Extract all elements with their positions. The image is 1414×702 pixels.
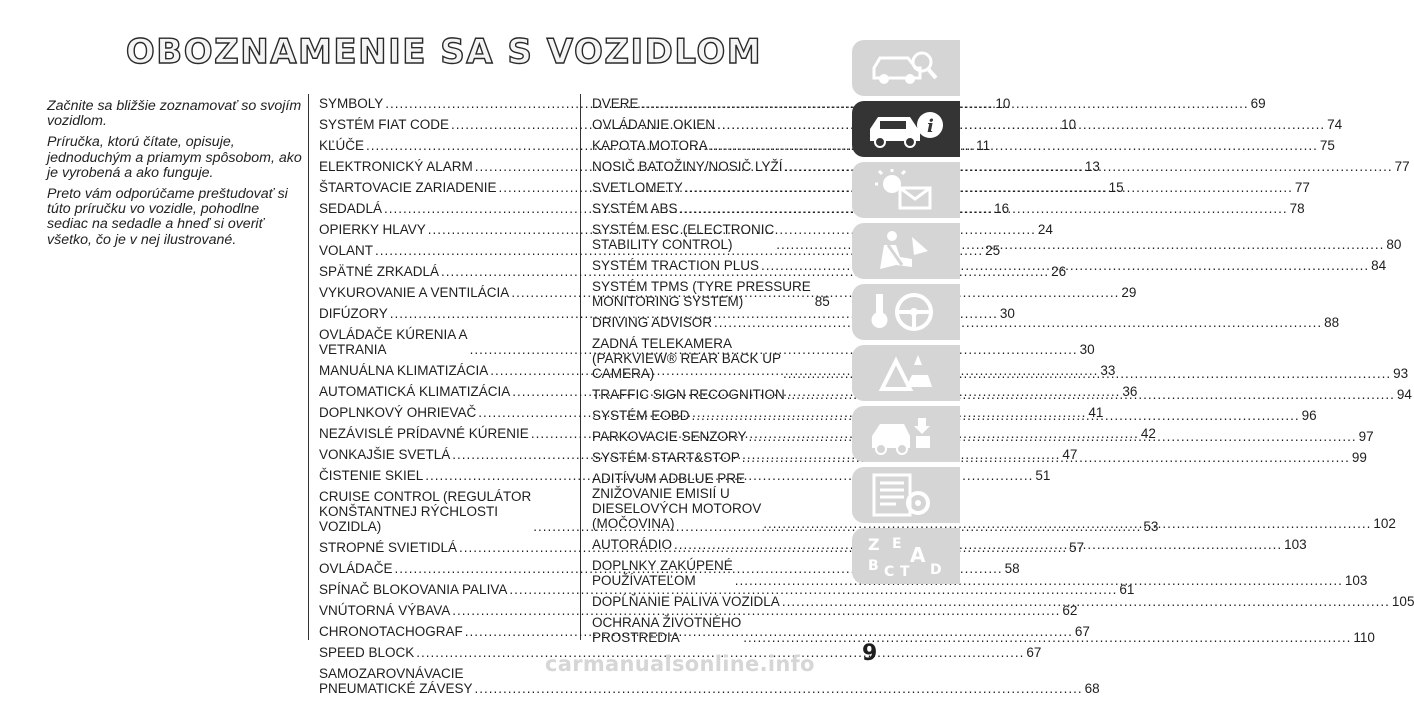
- toc-entry-title: SPÍNAČ BLOKOVANIA PALIVA: [319, 582, 508, 597]
- toc-entry-page: 47: [1062, 447, 1078, 462]
- toc-entry-page: 29: [1121, 285, 1137, 300]
- svg-text:T: T: [900, 564, 910, 580]
- toc-entry-page: 26: [1051, 264, 1067, 279]
- tab-car-info[interactable]: [852, 101, 960, 157]
- chapter-tabs: [852, 40, 960, 589]
- toc-entry-title: NOSIČ BATOŽINY/NOSIČ LYŽÍ: [592, 159, 783, 174]
- toc-entry-page: 97: [1358, 429, 1374, 444]
- toc-entry-page: 16: [994, 201, 1010, 216]
- toc-entry-page: 67: [1026, 645, 1042, 660]
- tab-technical-data[interactable]: [852, 467, 960, 523]
- toc-leader-dots: [735, 573, 1343, 588]
- toc-entry-page: 30: [999, 306, 1015, 321]
- toc-entry-page: 93: [1393, 366, 1409, 381]
- tab-maintenance[interactable]: [852, 406, 960, 462]
- toc-entry-page: 102: [1373, 516, 1396, 531]
- toc-leader-dots: [475, 681, 1083, 696]
- toc-leader-dots: [680, 201, 1288, 216]
- toc-entry[interactable]: [319, 666, 1100, 696]
- toc-entry-page: 67: [1074, 624, 1090, 639]
- toc-entry-page: 57: [1069, 540, 1085, 555]
- toc-leader-dots: [710, 138, 1318, 153]
- toc-entry-title: TRAFFIC SIGN RECOGNITION: [592, 387, 785, 402]
- tab-safety[interactable]: [852, 223, 960, 279]
- toc-entry-page: 99: [1351, 450, 1367, 465]
- toc-entry-page: 96: [1301, 408, 1317, 423]
- warning-light-message-icon: [866, 168, 946, 212]
- toc-leader-dots: [743, 630, 1351, 645]
- toc-entry-title: VYKUROVANIE A VENTILÁCIA: [319, 285, 510, 300]
- technical-data-icon: [866, 473, 946, 517]
- svg-text:Z: Z: [868, 535, 880, 554]
- toc-entry-title: SYSTÉM EOBD: [592, 408, 690, 423]
- toc-leader-dots: [749, 429, 1357, 444]
- toc-entry-page: 10: [995, 96, 1011, 111]
- toc-leader-dots: [714, 315, 1322, 330]
- page-number: 9: [862, 641, 878, 666]
- toc-entry-page: 61: [1119, 582, 1135, 597]
- toc-entry-page: 75: [1319, 138, 1335, 153]
- toc-entry-title: ELEKTRONICKÝ ALARM: [319, 159, 473, 174]
- toc-entry-title: SYMBOLY: [319, 96, 384, 111]
- watermark-text: carmanualsonline.info: [545, 652, 815, 676]
- emergency-triangle-icon: [866, 351, 946, 395]
- toc-entry-title: SEDADLÁ: [319, 201, 383, 216]
- page-title: OBOZNAMENIE SA S VOZIDLOM: [125, 32, 763, 72]
- tab-car-search[interactable]: [852, 40, 960, 96]
- toc-entry[interactable]: [592, 315, 1340, 330]
- toc-entry-page: 33: [1100, 363, 1116, 378]
- toc-entry-title: CRUISE CONTROL (REGULÁTOR KONŠTANTNEJ RÝCHLOSTI VOZIDLA): [319, 489, 532, 534]
- toc-entry[interactable]: [319, 468, 1051, 483]
- intro-text: [47, 99, 302, 254]
- toc-entry-title: OCHRANA ŽIVOTNÉHO PROSTREDIA: [592, 615, 742, 645]
- toc-entry-title: SAMOZAROVNÁVACIE PNEUMATICKÉ ZÁVESY: [319, 666, 473, 696]
- toc-entry-title: SYSTÉM ABS: [592, 201, 678, 216]
- intro-paragraph: Príručka, ktorú čítate, opisuje, jednoduchým a priamym spôsobom, ako je vyrobená a ako funguje.: [47, 134, 302, 181]
- toc-entry[interactable]: [319, 603, 1078, 618]
- toc-entry-title: DVERE: [592, 96, 639, 111]
- toc-entry-page: 103: [1284, 537, 1307, 552]
- toc-entry-page: 62: [1062, 603, 1078, 618]
- toc-leader-dots: [685, 180, 1293, 195]
- toc-entry[interactable]: [319, 306, 1015, 321]
- toc-entry[interactable]: [319, 582, 1135, 597]
- toc-entry-title: DOPĹŇANIE PALIVA VOZIDLA: [592, 594, 780, 609]
- toc-leader-dots: [692, 408, 1300, 423]
- alphabetical-index-icon: [866, 534, 946, 578]
- toc-entry-page: 85: [814, 294, 830, 309]
- toc-entry-page: 51: [1035, 468, 1051, 483]
- toc-entry-page: 103: [1344, 573, 1368, 588]
- toc-entry-page: 11: [976, 138, 991, 153]
- toc-entry-page: 94: [1396, 387, 1412, 402]
- svg-text:E: E: [892, 536, 902, 552]
- car-info-icon: [866, 107, 946, 151]
- intro-paragraph: Začnite sa bližšie zoznamovať so svojím vozidlom.: [47, 98, 302, 130]
- toc-entry-title: OPIERKY HLAVY: [319, 222, 426, 237]
- toc-entry-page: 110: [1353, 630, 1375, 645]
- toc-entry-title: SYSTÉM START&STOP: [592, 450, 740, 465]
- toc-entry-title: PARKOVACIE SENZORY: [592, 429, 747, 444]
- toc-entry[interactable]: [592, 594, 1414, 609]
- toc-entry-page: 77: [1294, 180, 1310, 195]
- toc-entry-page: 24: [1037, 222, 1053, 237]
- toc-entry-page: 41: [1088, 405, 1104, 420]
- toc-entry-title: ADITÍVUM ADBLUE PRE ZNIŽOVANIE EMISIÍ U DIESELOVÝCH MOTOROV (MOČOVINA): [592, 471, 762, 531]
- toc-entry-title: AUTOMATICKÁ KLIMATIZÁCIA: [319, 384, 511, 399]
- toc-entry-title: SPEED BLOCK: [319, 645, 415, 660]
- tab-starting-driving[interactable]: [852, 284, 960, 340]
- toc-entry-page: 13: [1084, 159, 1100, 174]
- toc-entry-title: VOLANT: [319, 243, 374, 258]
- toc-leader-dots: [742, 450, 1350, 465]
- toc-entry-title: OVLÁDANIE OKIEN: [592, 117, 716, 132]
- toc-entry-title: DOPLNKY ZAKÚPENÉ POUŽÍVATEĽOM: [592, 558, 733, 588]
- column-divider: [308, 94, 309, 640]
- toc-entry-title: SVETLOMETY: [592, 180, 683, 195]
- intro-paragraph: Preto vám odporúčame preštudovať si túto príručku vo vozidle, pohodlne sediac na sedadle a hneď si overiť všetko, čo je v nej ilustrované.: [47, 186, 288, 248]
- toc-entry-title: SYSTÉM FIAT CODE: [319, 117, 450, 132]
- toc-entry[interactable]: [319, 243, 1001, 258]
- toc-entry-title: MANUÁLNA KLIMATIZÁCIA: [319, 363, 489, 378]
- svg-text:B: B: [868, 558, 879, 574]
- toc-entry-page: 25: [985, 243, 1001, 258]
- toc-entry-page: 30: [1079, 342, 1095, 357]
- car-search-icon: [866, 46, 946, 90]
- starting-driving-icon: [866, 290, 946, 334]
- toc-entry-title: VNÚTORNÁ VÝBAVA: [319, 603, 451, 618]
- toc-entry-page: 68: [1084, 681, 1100, 696]
- tab-alphabetical-index[interactable]: [852, 528, 960, 584]
- svg-text:D: D: [930, 562, 942, 578]
- toc-entry-title: OVLÁDAČE KÚRENIA A VETRANIA: [319, 327, 468, 357]
- toc-entry-title: NEZÁVISLÉ PRÍDAVNÉ KÚRENIE: [319, 426, 529, 441]
- toc-entry-title: ČISTENIE SKIEL: [319, 468, 424, 483]
- toc-entry[interactable]: [319, 327, 1095, 357]
- toc-entry-title: KĽÚČE: [319, 138, 365, 153]
- svg-text:i: i: [927, 116, 934, 137]
- toc-entry-title: SYSTÉM TPMS (TYRE PRESSURE MONITORING SYSTEM): [592, 279, 811, 309]
- maintenance-car-icon: [866, 412, 946, 456]
- toc-entry-title: SPÄTNÉ ZRKADLÁ: [319, 264, 440, 279]
- svg-text:A: A: [910, 543, 926, 567]
- toc-entry-page: 42: [1140, 426, 1156, 441]
- toc-entry-title: SYSTÉM ESC (ELECTRONIC STABILITY CONTROL): [592, 222, 775, 252]
- toc-leader-dots: [717, 117, 1325, 132]
- toc-entry-page: 105: [1391, 594, 1414, 609]
- toc-entry-title: SYSTÉM TRACTION PLUS: [592, 258, 760, 273]
- toc-entry-title: DIFÚZORY: [319, 306, 388, 321]
- toc-entry-title: DRIVING ADVISOR: [592, 315, 713, 330]
- tab-warning-lights[interactable]: [852, 162, 960, 218]
- toc-entry-title: DOPLNKOVÝ OHRIEVAČ: [319, 405, 477, 420]
- toc-leader-dots: [674, 537, 1282, 552]
- toc-entry-page: 15: [1108, 180, 1124, 195]
- toc-entry-page: 58: [1004, 561, 1020, 576]
- toc-entry-page: 77: [1394, 159, 1410, 174]
- toc-entry-title: AUTORÁDIO: [592, 537, 673, 552]
- svg-text:C: C: [884, 564, 895, 580]
- toc-entry-page: 84: [1371, 258, 1387, 273]
- toc-entry-title: CHRONOTACHOGRAF: [319, 624, 463, 639]
- toc-entry-page: 78: [1289, 201, 1305, 216]
- toc-entry-page: 80: [1386, 237, 1402, 252]
- toc-entry-page: 74: [1327, 117, 1343, 132]
- toc-entry-page: 69: [1250, 96, 1266, 111]
- toc-entry-page: 36: [1122, 384, 1138, 399]
- toc-entry-title: VONKAJŠIE SVETLÁ: [319, 447, 451, 462]
- toc-entry-title: KAPOTA MOTORA: [592, 138, 708, 153]
- toc-entry[interactable]: [592, 279, 828, 309]
- seat-safety-icon: [866, 229, 946, 273]
- toc-entry-page: 88: [1324, 315, 1340, 330]
- toc-entry-page: 53: [1143, 519, 1159, 534]
- toc-entry-title: ŠTARTOVACIE ZARIADENIE: [319, 180, 497, 195]
- toc-entry[interactable]: [319, 363, 1116, 378]
- toc-entry-title: ZADNÁ TELEKAMERA (PARKVIEW® REAR BACK UP CAMERA): [592, 336, 781, 381]
- toc-entry-title: STROPNÉ SVIETIDLÁ: [319, 540, 458, 555]
- toc-entry-title: OVLÁDAČE: [319, 561, 393, 576]
- tab-emergency[interactable]: [852, 345, 960, 401]
- toc-entry[interactable]: [319, 645, 1042, 660]
- toc-entry-page: 10: [1061, 117, 1077, 132]
- toc-leader-dots: [782, 594, 1390, 609]
